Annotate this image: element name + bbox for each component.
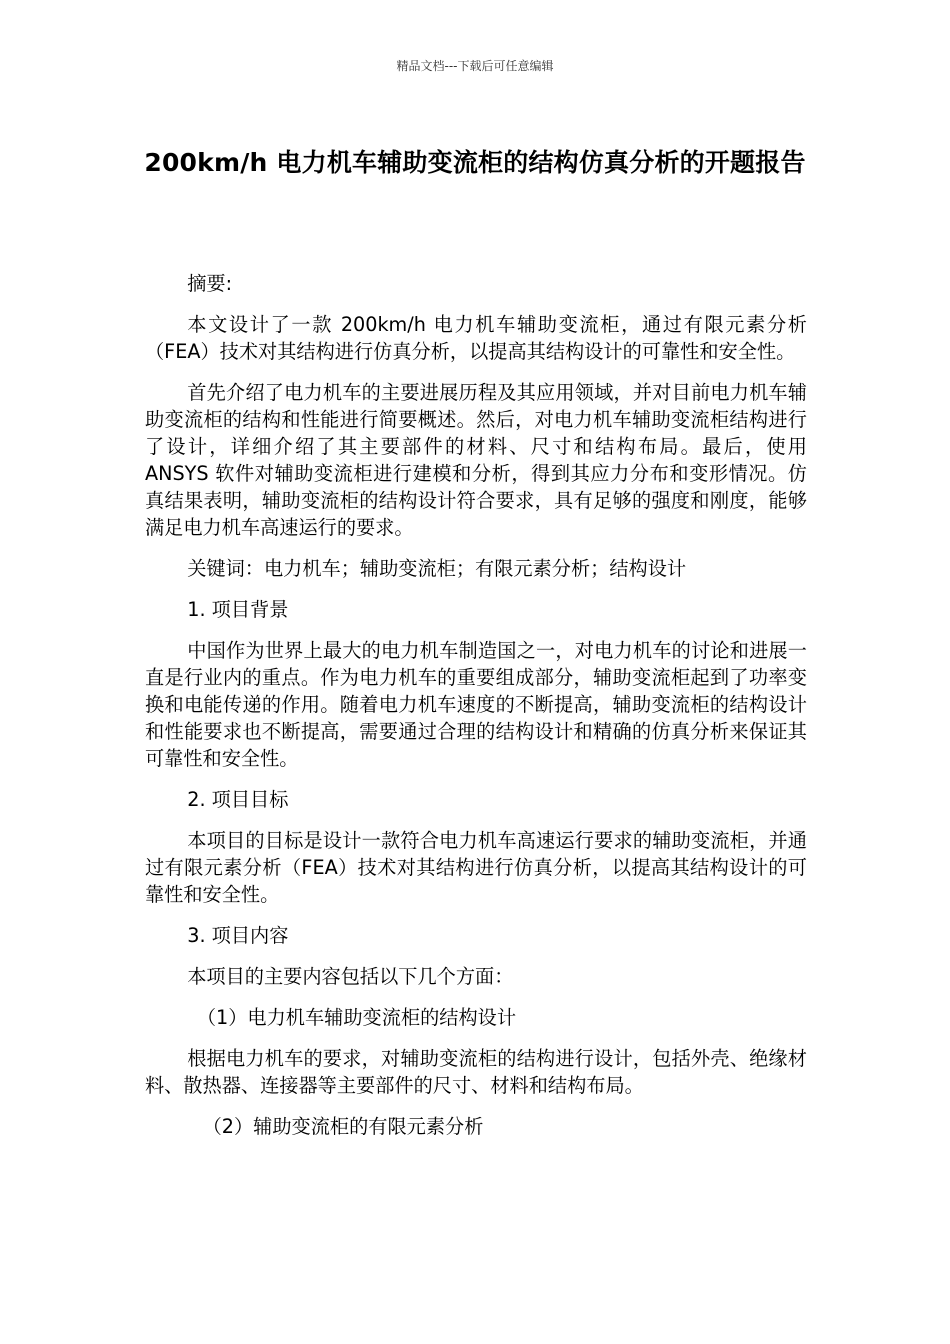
section-heading-content: 3. 项目内容 — [187, 924, 289, 947]
section-heading-background: 1. 项目背景 — [187, 598, 289, 621]
subsection-heading-structure-design: （1）电力机车辅助变流柜的结构设计 — [196, 1006, 517, 1029]
structure-design-paragraph: 根据电力机车的要求，对辅助变流柜的结构进行设计，包括外壳、绝缘材料、散热器、连接器等主要部件的尺寸、材料和结构布局。 — [145, 1047, 807, 1097]
section-heading-goals: 2. 项目目标 — [187, 788, 289, 811]
keywords-line: 关键词：电力机车；辅助变流柜；有限元素分析；结构设计 — [187, 557, 687, 580]
abstract-paragraph-1: 本文设计了一款 200km/h 电力机车辅助变流柜，通过有限元素分析（FEA）技术对其结构进行仿真分析，以提高其结构设计的可靠性和安全性。 — [145, 313, 807, 363]
header-note: 精品文档---下载后可任意编辑 — [396, 59, 554, 73]
page-title: 200km/h 电力机车辅助变流柜的结构仿真分析的开题报告 — [144, 148, 806, 177]
abstract-paragraph-2: 首先介绍了电力机车的主要进展历程及其应用领域，并对目前电力机车辅助变流柜的结构和性能进行简要概述。然后，对电力机车辅助变流柜结构进行了设计，详细介绍了其主要部件的材料、尺寸和结构布局。最后，使用 ANSYS 软件对辅助变流柜进行建模和分析，得到其应力分布和变形情况。仿真结果表明，辅助变流柜的结构设计符合要求，具有足够的强度和刚度，能够满足电力机车高速运行的要求。 — [145, 381, 807, 539]
subsection-heading-fea: （2）辅助变流柜的有限元素分析 — [202, 1115, 484, 1138]
document-body — [145, 270, 807, 1154]
goals-paragraph: 本项目的目标是设计一款符合电力机车高速运行要求的辅助变流柜，并通过有限元素分析（FEA）技术对其结构进行仿真分析，以提高其结构设计的可靠性和安全性。 — [145, 829, 807, 906]
abstract-label: 摘要: — [187, 272, 233, 295]
background-paragraph: 中国作为世界上最大的电力机车制造国之一，对电力机车的讨论和进展一直是行业内的重点。作为电力机车的重要组成部分，辅助变流柜起到了功率变换和电能传递的作用。随着电力机车速度的不断提高，辅助变流柜的结构设计和性能要求也不断提高，需要通过合理的结构设计和精确的仿真分析来保证其可靠性和安全性。 — [145, 639, 807, 770]
content-intro-paragraph: 本项目的主要内容包括以下几个方面： — [187, 965, 514, 988]
